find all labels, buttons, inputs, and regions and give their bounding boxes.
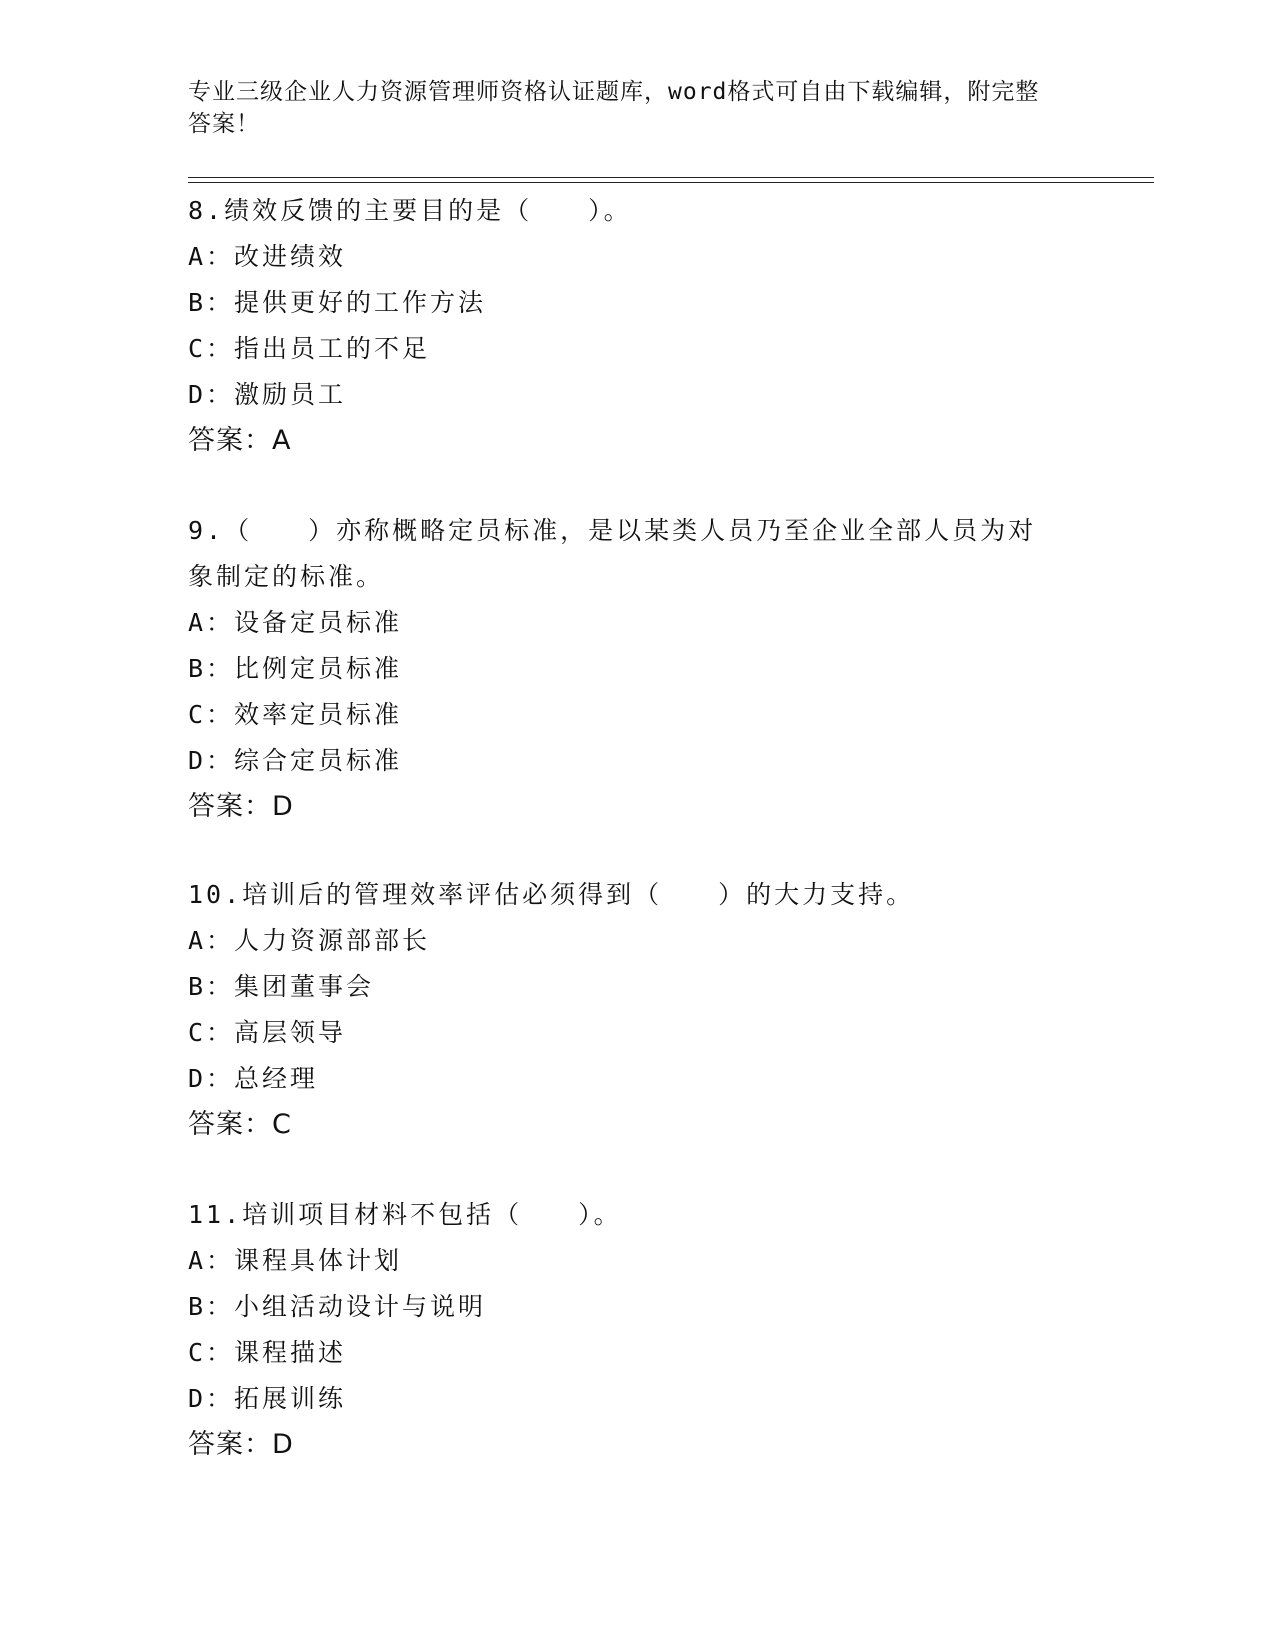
option-c: C：高层领导 (188, 1018, 347, 1047)
option-a: A：改进绩效 (188, 242, 347, 271)
answer: 答案：A (188, 425, 292, 456)
option-d: D：总经理 (188, 1064, 319, 1093)
question-10 (188, 872, 1088, 1148)
option-b: B：提供更好的工作方法 (188, 288, 487, 317)
answer: 答案：D (188, 1429, 294, 1460)
answer: 答案：D (188, 791, 294, 822)
header-line-1: 专业三级企业人力资源管理师资格认证题库，word格式可自由下载编辑，附完整 (188, 79, 1040, 105)
option-b: B：比例定员标准 (188, 654, 403, 683)
header-divider-top (188, 177, 1154, 178)
option-b: B：小组活动设计与说明 (188, 1292, 487, 1321)
question-11 (188, 1192, 1088, 1468)
question-stem: 8.绩效反馈的主要目的是（ ）。 (188, 196, 632, 225)
option-d: D：激励员工 (188, 380, 347, 409)
option-a: A：设备定员标准 (188, 608, 403, 637)
option-c: C：效率定员标准 (188, 700, 403, 729)
question-stem-line-2: 象制定的标准。 (188, 562, 385, 591)
question-stem: 11.培训项目材料不包括（ ）。 (188, 1200, 622, 1229)
option-a: A：人力资源部部长 (188, 926, 431, 955)
option-c: C：课程描述 (188, 1338, 347, 1367)
header-divider-bottom (188, 182, 1154, 183)
option-c: C：指出员工的不足 (188, 334, 431, 363)
option-d: D：综合定员标准 (188, 746, 403, 775)
question-stem-line-1: 9.（ ）亦称概略定员标准，是以某类人员乃至企业全部人员为对 (188, 516, 1037, 545)
question-8 (188, 188, 1088, 464)
header-line-2: 答案！ (188, 111, 260, 137)
option-d: D：拓展训练 (188, 1384, 347, 1413)
option-b: B：集团董事会 (188, 972, 375, 1001)
document-header (188, 76, 1088, 140)
question-9 (188, 508, 1088, 830)
answer: 答案：C (188, 1109, 292, 1140)
question-stem: 10.培训后的管理效率评估必须得到（ ）的大力支持。 (188, 880, 915, 909)
option-a: A：课程具体计划 (188, 1246, 403, 1275)
